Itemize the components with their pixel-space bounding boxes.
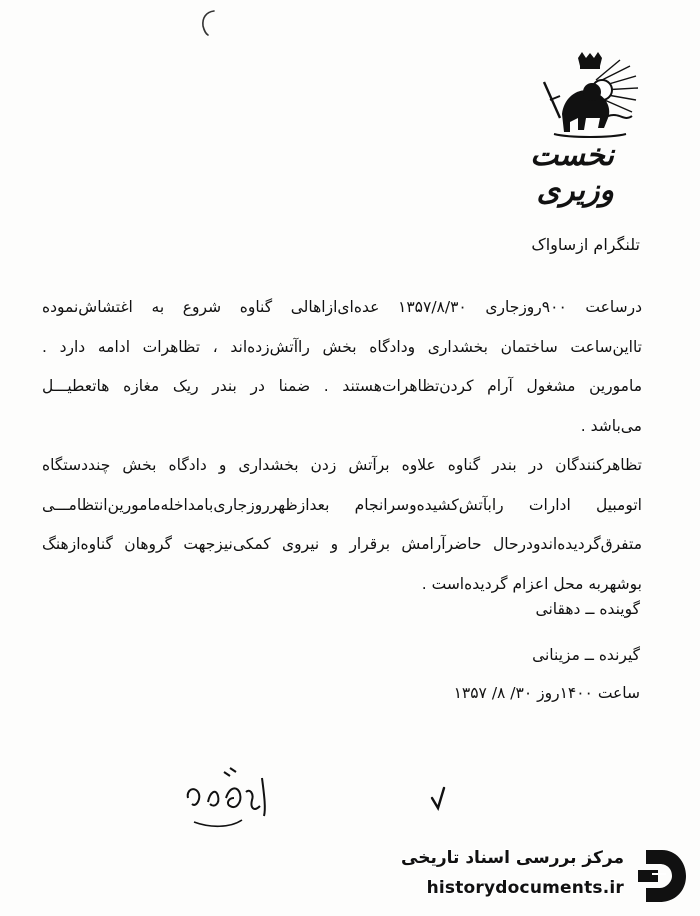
watermark-title: مرکز بررسی اسناد تاریخی [401, 848, 624, 868]
time-line: ساعت ۱۴۰۰روز ۳۰/ ۸/ ۱۳۵۷ [453, 684, 640, 702]
telegram-title: تلنگرام ازساواک [531, 235, 640, 254]
body-line: مامورین مشغول آرام کردن‌تظاهرات‌هستند . ضمنا در بندر ریک مغازه هاتعطیـــل [42, 377, 642, 395]
handwritten-tick-icon [428, 784, 448, 812]
telegram-body [42, 288, 642, 604]
receiver-line: گیرنده ــ مزینانی [532, 646, 640, 664]
watermark [398, 844, 688, 908]
handwritten-signature-icon [180, 758, 280, 838]
watermark-url: historydocuments.ir [426, 878, 624, 898]
body-line: تااین‌ساعت ساختمان بخشداری ودادگاه بخش راآتش‌زده‌اند ، تظاهرات ادامه دارد . [42, 337, 642, 356]
body-line: اتومبیل ادارات رابآتش‌کشیده‌وسرانجام بعدازظهرروزجاری‌بامداخله‌مامورین‌انتظامـــی [42, 495, 642, 514]
sender-line: گوینده ــ دهقانی [535, 600, 640, 618]
body-line: تظاهرکنندگان در بندر گناوه علاوه برآتش زدن بخشداری و دادگاه بخش چنددستگاه [42, 456, 642, 474]
body-line: می‌باشد . [580, 416, 642, 435]
document-center-logo-icon [636, 848, 688, 904]
letterhead-title: نخست وزیری [530, 138, 614, 208]
body-line: بوشهربه محل اعزام گردیده‌است . [421, 574, 642, 593]
handwritten-corner-mark-icon [198, 8, 220, 38]
body-line: متفرق‌گردیده‌اندودرحال حاضرآرامش برقرار و نیروی کمکی‌نیزجهت گروهان گناوه‌ازهنگ [42, 535, 642, 553]
lion-and-sun-emblem-icon [540, 52, 640, 142]
body-line: درساعت ۹۰۰روزجاری ۱۳۵۷/۸/۳۰ عده‌ای‌ازاهالی گناوه شروع به اغتشاش‌نموده [42, 298, 642, 316]
